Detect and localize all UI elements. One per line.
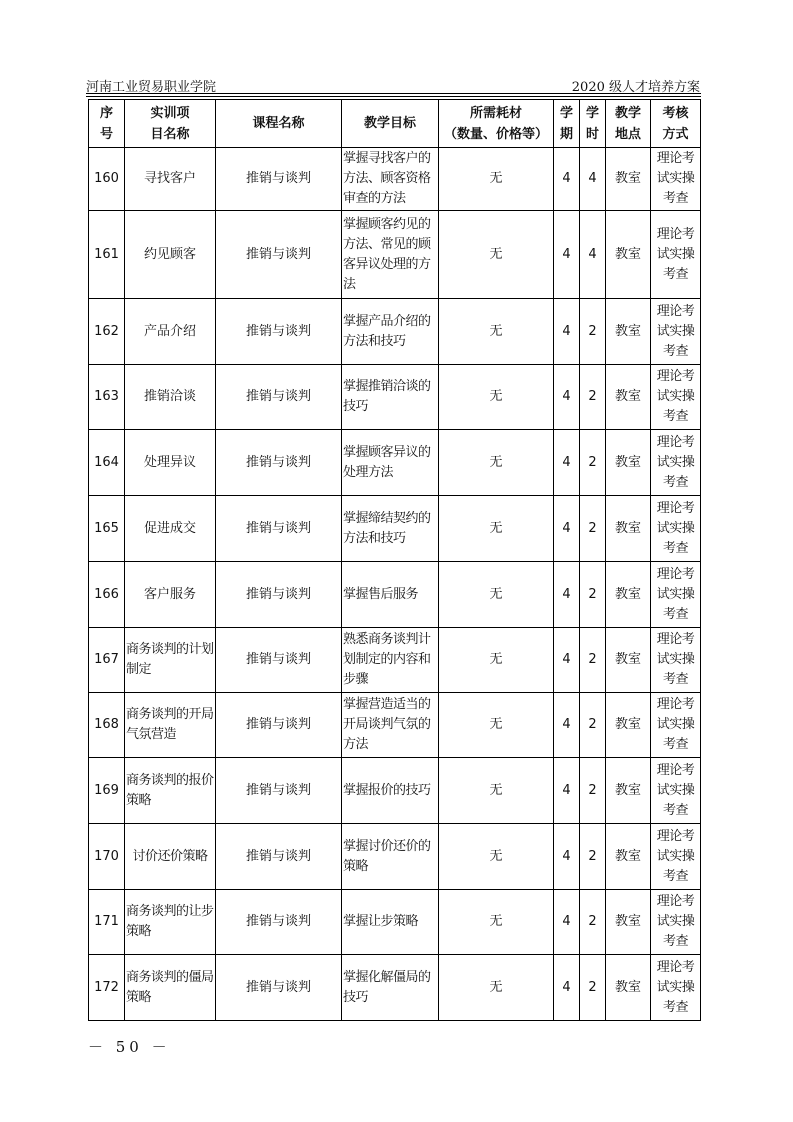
cell-hours: 2 (580, 628, 606, 693)
cell-place: 教室 (606, 299, 651, 365)
cell-course: 推销与谈判 (216, 299, 342, 365)
cell-project: 商务谈判的僵局策略 (125, 955, 216, 1021)
cell-project: 产品介绍 (125, 299, 216, 365)
cell-materials: 无 (439, 890, 554, 955)
cell-no: 168 (89, 693, 125, 758)
cell-goal: 掌握化解僵局的技巧 (342, 955, 439, 1021)
header-rule-bottom (86, 96, 701, 97)
cell-project: 商务谈判的让步策略 (125, 890, 216, 955)
cell-no: 166 (89, 562, 125, 628)
cell-goal: 掌握缔结契约的方法和技巧 (342, 496, 439, 562)
table-row (89, 628, 701, 693)
cell-hours: 4 (580, 211, 606, 299)
cell-course: 推销与谈判 (216, 148, 342, 211)
cell-materials: 无 (439, 758, 554, 824)
cell-hours: 2 (580, 693, 606, 758)
cell-project: 讨价还价策略 (125, 824, 216, 890)
cell-hours: 2 (580, 496, 606, 562)
cell-goal: 掌握售后服务 (342, 562, 439, 628)
cell-course: 推销与谈判 (216, 211, 342, 299)
cell-goal: 掌握顾客异议的处理方法 (342, 430, 439, 496)
cell-project: 促进成交 (125, 496, 216, 562)
page-number: － 50 － (88, 1038, 171, 1056)
cell-materials: 无 (439, 211, 554, 299)
cell-materials: 无 (439, 299, 554, 365)
cell-materials: 无 (439, 693, 554, 758)
cell-no: 163 (89, 365, 125, 430)
table-row (89, 430, 701, 496)
cell-hours: 2 (580, 955, 606, 1021)
cell-no: 164 (89, 430, 125, 496)
table-header-row (89, 100, 701, 148)
cell-assess: 理论考试实操考查 (651, 693, 701, 758)
cell-goal: 掌握讨价还价的策略 (342, 824, 439, 890)
col-header-place: 教学 地点 (606, 100, 651, 148)
cell-assess: 理论考试实操考查 (651, 955, 701, 1021)
cell-term: 4 (554, 758, 580, 824)
cell-term: 4 (554, 890, 580, 955)
cell-no: 170 (89, 824, 125, 890)
cell-project: 客户服务 (125, 562, 216, 628)
cell-place: 教室 (606, 628, 651, 693)
cell-hours: 2 (580, 758, 606, 824)
cell-hours: 2 (580, 365, 606, 430)
cell-term: 4 (554, 955, 580, 1021)
cell-materials: 无 (439, 430, 554, 496)
cell-place: 教室 (606, 430, 651, 496)
training-projects-table (88, 99, 701, 1021)
table-row (89, 955, 701, 1021)
cell-assess: 理论考试实操考查 (651, 890, 701, 955)
cell-place: 教室 (606, 955, 651, 1021)
cell-goal: 熟悉商务谈判计划制定的内容和步骤 (342, 628, 439, 693)
cell-assess: 理论考试实操考查 (651, 562, 701, 628)
cell-no: 165 (89, 496, 125, 562)
cell-course: 推销与谈判 (216, 430, 342, 496)
cell-assess: 理论考试实操考查 (651, 758, 701, 824)
cell-assess: 理论考试实操考查 (651, 628, 701, 693)
cell-assess: 理论考试实操考查 (651, 299, 701, 365)
cell-no: 167 (89, 628, 125, 693)
cell-materials: 无 (439, 824, 554, 890)
table-row (89, 365, 701, 430)
cell-assess: 理论考试实操考查 (651, 496, 701, 562)
cell-materials: 无 (439, 148, 554, 211)
cell-no: 161 (89, 211, 125, 299)
cell-project: 商务谈判的开局气氛营造 (125, 693, 216, 758)
cell-hours: 2 (580, 299, 606, 365)
cell-place: 教室 (606, 148, 651, 211)
col-header-materials: 所需耗材 （数量、价格等） (439, 100, 554, 148)
table-row (89, 299, 701, 365)
cell-place: 教室 (606, 365, 651, 430)
cell-hours: 4 (580, 148, 606, 211)
table-row (89, 824, 701, 890)
cell-assess: 理论考试实操考查 (651, 148, 701, 211)
cell-goal: 掌握顾客约见的方法、常见的顾客异议处理的方法 (342, 211, 439, 299)
cell-place: 教室 (606, 758, 651, 824)
col-header-assess: 考核 方式 (651, 100, 701, 148)
cell-place: 教室 (606, 496, 651, 562)
cell-course: 推销与谈判 (216, 562, 342, 628)
cell-term: 4 (554, 628, 580, 693)
cell-course: 推销与谈判 (216, 628, 342, 693)
cell-no: 162 (89, 299, 125, 365)
cell-project: 商务谈判的计划制定 (125, 628, 216, 693)
cell-materials: 无 (439, 628, 554, 693)
table-row (89, 148, 701, 211)
cell-course: 推销与谈判 (216, 496, 342, 562)
cell-course: 推销与谈判 (216, 758, 342, 824)
cell-term: 4 (554, 365, 580, 430)
col-header-hours: 学 时 (580, 100, 606, 148)
cell-term: 4 (554, 430, 580, 496)
cell-term: 4 (554, 148, 580, 211)
cell-course: 推销与谈判 (216, 955, 342, 1021)
cell-hours: 2 (580, 430, 606, 496)
table-row (89, 758, 701, 824)
header-school-name: 河南工业贸易职业学院 (86, 80, 217, 95)
cell-no: 171 (89, 890, 125, 955)
header-document-title: 2020 级人才培养方案 (571, 80, 700, 95)
cell-assess: 理论考试实操考查 (651, 211, 701, 299)
cell-course: 推销与谈判 (216, 824, 342, 890)
cell-hours: 2 (580, 890, 606, 955)
cell-project: 约见顾客 (125, 211, 216, 299)
cell-materials: 无 (439, 365, 554, 430)
cell-term: 4 (554, 496, 580, 562)
cell-no: 160 (89, 148, 125, 211)
cell-term: 4 (554, 693, 580, 758)
col-header-term: 学 期 (554, 100, 580, 148)
cell-course: 推销与谈判 (216, 693, 342, 758)
header-rule-top (86, 93, 701, 94)
cell-place: 教室 (606, 693, 651, 758)
col-header-course: 课程名称 (216, 100, 342, 148)
cell-place: 教室 (606, 824, 651, 890)
table-row (89, 890, 701, 955)
col-header-project: 实训项 目名称 (125, 100, 216, 148)
cell-goal: 掌握产品介绍的方法和技巧 (342, 299, 439, 365)
table-row (89, 693, 701, 758)
cell-goal: 掌握让步策略 (342, 890, 439, 955)
cell-project: 处理异议 (125, 430, 216, 496)
table-row (89, 496, 701, 562)
cell-project: 推销洽谈 (125, 365, 216, 430)
cell-term: 4 (554, 211, 580, 299)
cell-hours: 2 (580, 562, 606, 628)
cell-materials: 无 (439, 496, 554, 562)
cell-course: 推销与谈判 (216, 365, 342, 430)
cell-project: 寻找客户 (125, 148, 216, 211)
cell-course: 推销与谈判 (216, 890, 342, 955)
cell-goal: 掌握报价的技巧 (342, 758, 439, 824)
cell-assess: 理论考试实操考查 (651, 430, 701, 496)
table-row (89, 562, 701, 628)
cell-no: 169 (89, 758, 125, 824)
cell-no: 172 (89, 955, 125, 1021)
cell-assess: 理论考试实操考查 (651, 365, 701, 430)
table-row (89, 211, 701, 299)
col-header-goal: 教学目标 (342, 100, 439, 148)
cell-goal: 掌握寻找客户的方法、顾客资格审查的方法 (342, 148, 439, 211)
cell-goal: 掌握推销洽谈的技巧 (342, 365, 439, 430)
cell-project: 商务谈判的报价策略 (125, 758, 216, 824)
cell-term: 4 (554, 299, 580, 365)
cell-hours: 2 (580, 824, 606, 890)
cell-term: 4 (554, 562, 580, 628)
cell-place: 教室 (606, 211, 651, 299)
cell-materials: 无 (439, 955, 554, 1021)
cell-goal: 掌握营造适当的开局谈判气氛的方法 (342, 693, 439, 758)
cell-place: 教室 (606, 890, 651, 955)
cell-materials: 无 (439, 562, 554, 628)
cell-assess: 理论考试实操考查 (651, 824, 701, 890)
col-header-no: 序 号 (89, 100, 125, 148)
cell-place: 教室 (606, 562, 651, 628)
cell-term: 4 (554, 824, 580, 890)
